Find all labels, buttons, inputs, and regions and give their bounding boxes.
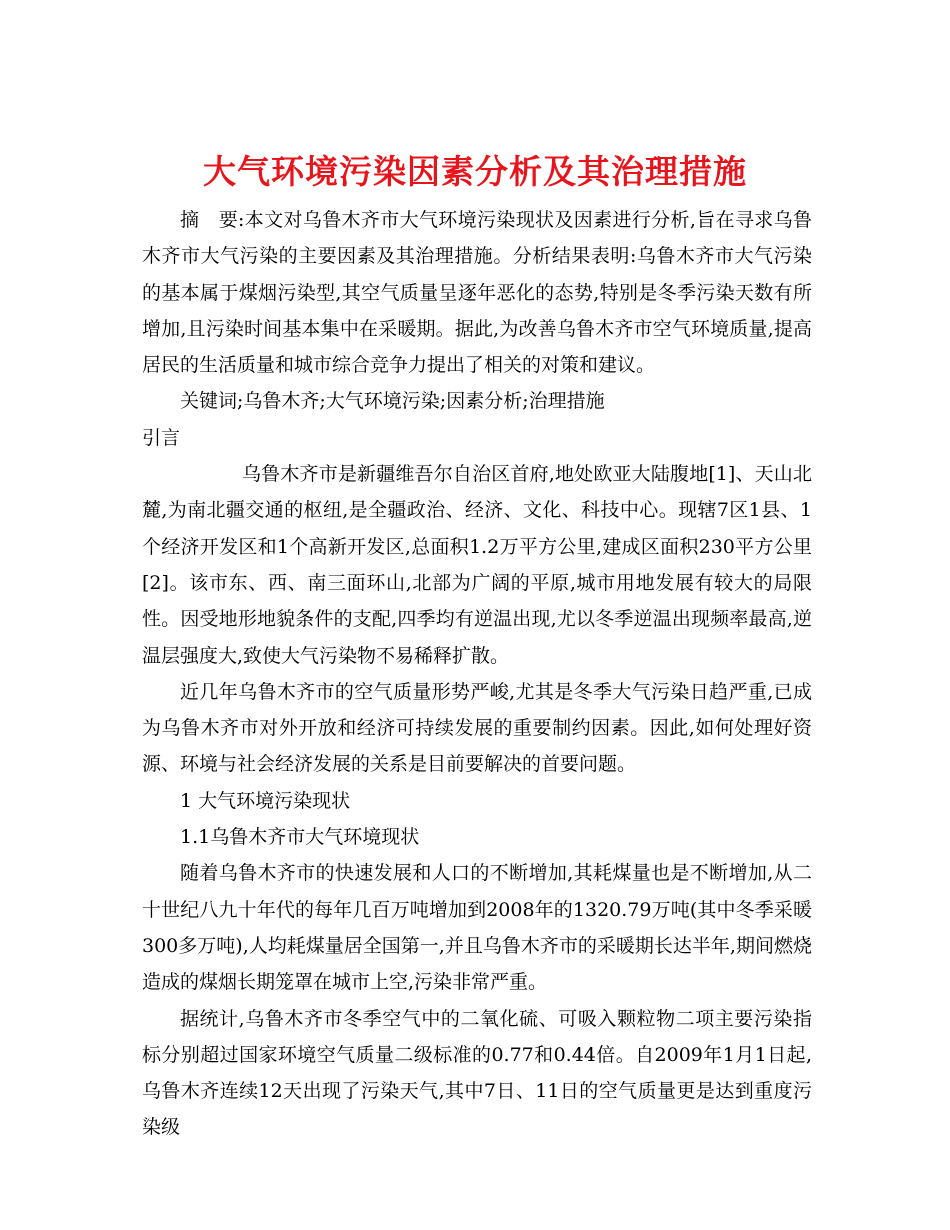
- document-title: 大气环境污染因素分析及其治理措施: [203, 152, 747, 192]
- intro-heading: 引言: [142, 426, 181, 449]
- intro-paragraph: 乌鲁木齐市是新疆维吾尔自治区首府,地处欧亚大陆腹地[1]、天山北麓,为南北疆交通的枢纽,是全疆政治、经济、文化、科技中心。现辖7区1县、1个经济开发区和1个高新开发区,总面积1.2万平方公里,建成区面积230平方公里[2]。该市东、西、南三面环山,北部为广阔的平原,城市用地发展有较大的局限性。因受地形地貌条件的支配,四季均有逆温出现,尤以冬季逆温出现频率最高,逆温层强度大,致使大气污染物不易稀释扩散。: [142, 463, 812, 667]
- keywords-line: 关键词;乌鲁木齐;大气环境污染;因素分析;治理措施: [180, 390, 605, 413]
- body-paragraph-statistics: 据统计,乌鲁木齐市冬季空气中的二氧化硫、可吸入颗粒物二项主要污染指标分别超过国家环境空气质量二级标准的0.77和0.44倍。自2009年1月1日起,乌鲁木齐连续12天出现了污染天气,其中7日、11日的空气质量更是达到重度污染级: [142, 1007, 812, 1139]
- section-heading-1: 1 大气环境污染现状: [180, 789, 351, 812]
- intro-paragraph-2: 近几年乌鲁木齐市的空气质量形势严峻,尤其是冬季大气污染日趋严重,已成为乌鲁木齐市对外开放和经济可持续发展的重要制约因素。因此,如何处理好资源、环境与社会经济发展的关系是目前要解决的首要问题。: [142, 680, 812, 776]
- body-paragraph-coal: 随着乌鲁木齐市的快速发展和人口的不断增加,其耗煤量也是不断增加,从二十世纪八九十年代的每年几百万吨增加到2008年的1320.79万吨(其中冬季采暖300多万吨),人均耗煤量居全国第一,并且乌鲁木齐市的采暖期长达半年,期间燃烧造成的煤烟长期笼罩在城市上空,污染非常严重。: [142, 862, 812, 994]
- document-body: [142, 202, 812, 1146]
- section-heading-1-1: 1.1乌鲁木齐市大气环境现状: [180, 826, 420, 849]
- abstract-paragraph: 摘 要:本文对乌鲁木齐市大气环境污染现状及因素进行分析,旨在寻求乌鲁木齐市大气污染的主要因素及其治理措施。分析结果表明:乌鲁木齐市大气污染的基本属于煤烟污染型,其空气质量呈逐年恶化的态势,特别是冬季污染天数有所增加,且污染时间基本集中在采暖期。据此,为改善乌鲁木齐市空气环境质量,提高居民的生活质量和城市综合竞争力提出了相关的对策和建议。: [142, 209, 812, 377]
